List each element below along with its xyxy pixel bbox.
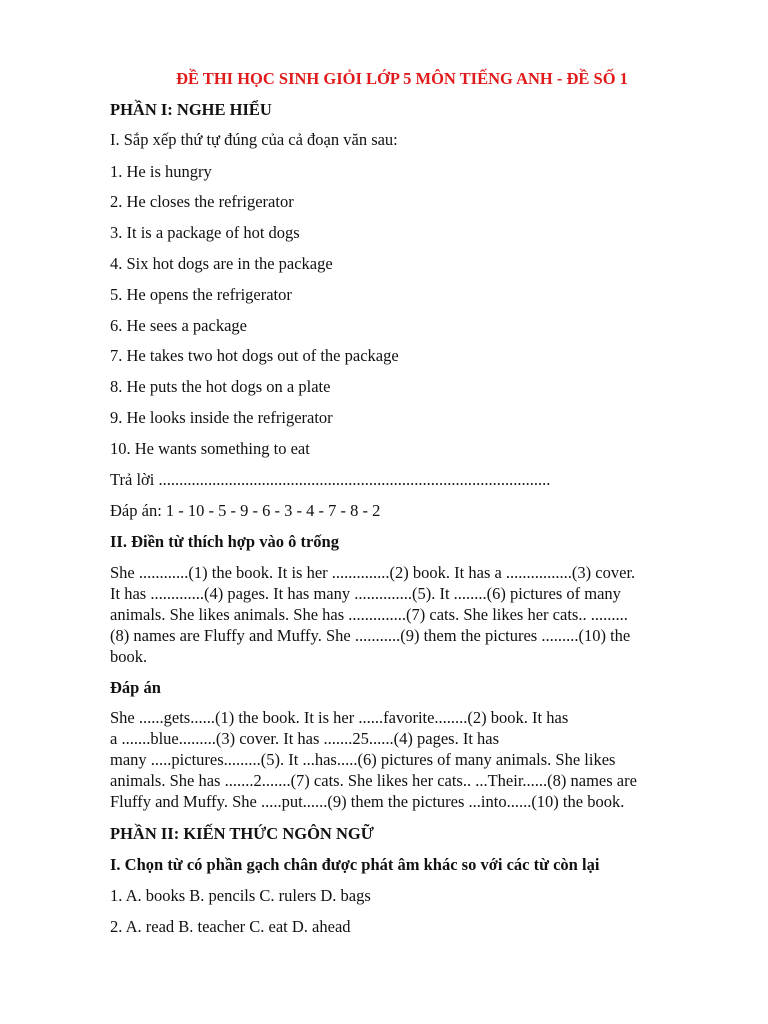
list-item: 2. He closes the refrigerator <box>110 192 294 211</box>
list-item: 1. He is hungry <box>110 162 212 181</box>
list-item: 7. He takes two hot dogs out of the package <box>110 346 399 365</box>
paragraph-line: She ............(1) the book. It is her ..............(2) book. It has a ................(3) cover. <box>110 563 636 582</box>
section2-heading: II. Điền từ thích hợp vào ô trống <box>110 532 339 551</box>
list-item: 5. He opens the refrigerator <box>110 285 292 304</box>
paragraph-line: animals. She likes animals. She has ..............(7) cats. She likes her cats.. ......... <box>110 605 628 624</box>
paragraph-line: She ......gets......(1) the book. It is her ......favorite........(2) book. It has <box>110 708 569 727</box>
document-title: ĐỀ THI HỌC SINH GIỎI LỚP 5 MÔN TIẾNG ANH - ĐỀ SỐ 1 <box>176 69 628 88</box>
list-item: 4. Six hot dogs are in the package <box>110 254 333 273</box>
paragraph-line: animals. She has .......2.......(7) cats. She likes her cats.. ...Their......(8) names are <box>110 771 637 790</box>
cloze-paragraph <box>110 562 700 667</box>
list-item: 2. A. read B. teacher C. eat D. ahead <box>110 917 351 936</box>
section1-instruction: I. Sắp xếp thứ tự đúng của cả đoạn văn sau: <box>110 130 398 149</box>
paragraph-line: a .......blue.........(3) cover. It has .......25......(4) pages. It has <box>110 729 500 748</box>
answer-heading: Đáp án <box>110 678 161 697</box>
list-item: 1. A. books B. pencils C. rulers D. bags <box>110 886 371 905</box>
list-item: 8. He puts the hot dogs on a plate <box>110 377 331 396</box>
answer-key: Đáp án: 1 - 10 - 5 - 9 - 6 - 3 - 4 - 7 - 8 - 2 <box>110 501 381 520</box>
list-item: 3. It is a package of hot dogs <box>110 223 300 242</box>
paragraph-line: It has .............(4) pages. It has many ..............(5). It ........(6) pictures of many <box>110 584 621 603</box>
paragraph-line: book. <box>110 647 148 666</box>
paragraph-line: Fluffy and Muffy. She .....put......(9) them the pictures ...into......(10) the book. <box>110 792 625 811</box>
answer-paragraph <box>110 707 700 812</box>
list-item: 9. He looks inside the refrigerator <box>110 408 333 427</box>
part1-heading: PHẦN I: NGHE HIỂU <box>110 100 272 119</box>
answer-prompt: Trả lời ............................................................................................... <box>110 470 551 489</box>
list-item: 10. He wants something to eat <box>110 439 310 458</box>
paragraph-line: (8) names are Fluffy and Muffy. She ...........(9) them the pictures .........(10) the <box>110 626 631 645</box>
paragraph-line: many .....pictures.........(5). It ...has.....(6) pictures of many animals. She likes <box>110 750 616 769</box>
list-item: 6. He sees a package <box>110 316 247 335</box>
part2-heading: PHẦN II: KIẾN THỨC NGÔN NGỮ <box>110 824 374 843</box>
part2-section1-heading: I. Chọn từ có phần gạch chân được phát âm khác so với các từ còn lại <box>110 855 600 874</box>
